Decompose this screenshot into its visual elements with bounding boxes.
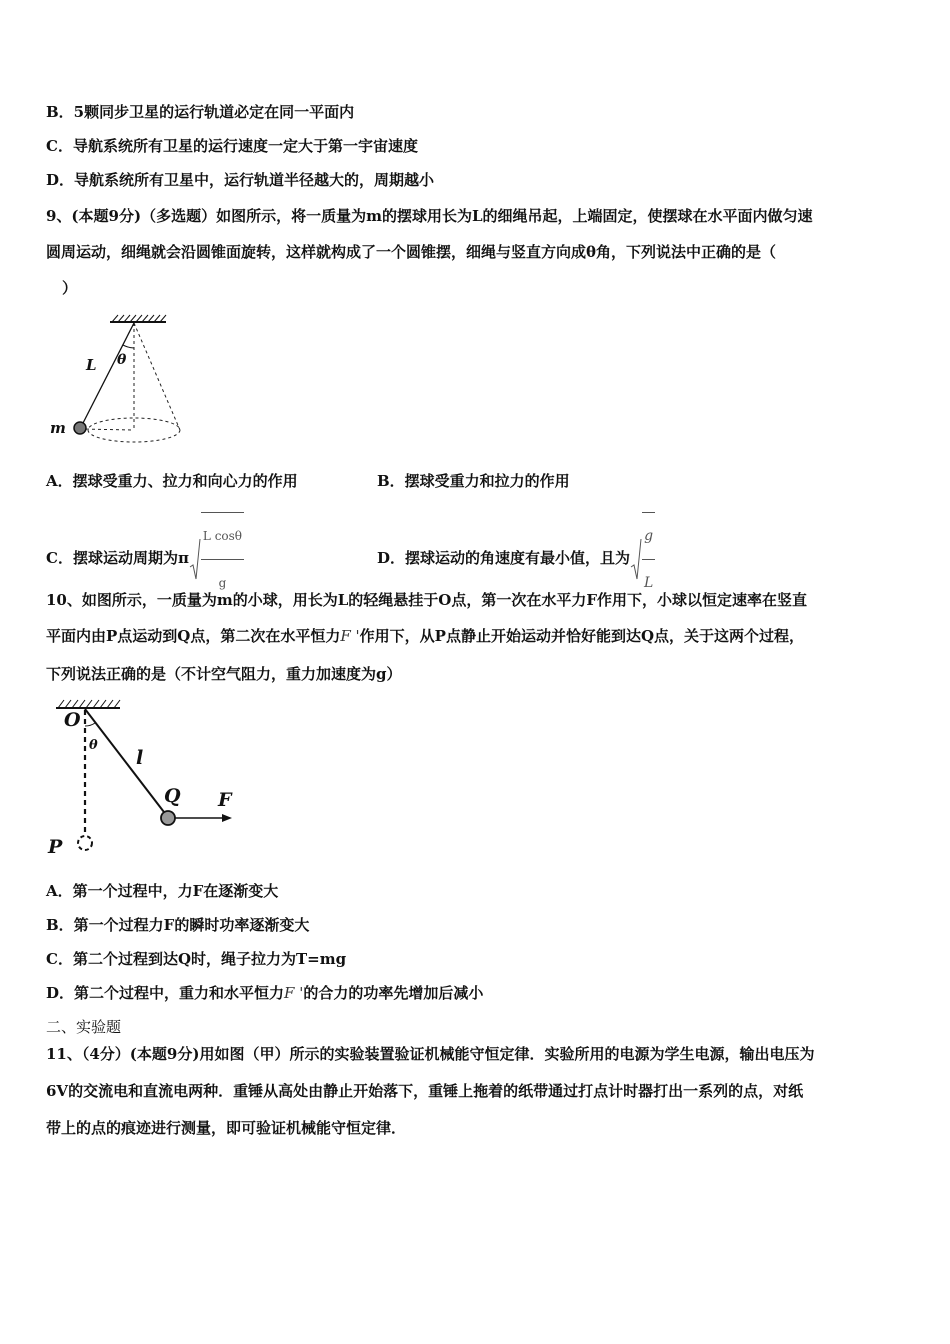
q9-option-c-text: C．摆球运动周期为π — [46, 549, 189, 567]
figure10-label-O: O — [64, 709, 81, 731]
q9-option-c-numerator: L cosθ — [201, 513, 244, 560]
q10-option-a: A．第一个过程中，力F在逐渐变大 — [46, 882, 279, 900]
q10-option-d-text-a: D．第二个过程中，重力和水平恒力 — [46, 984, 285, 1002]
q8-option-d: D．导航系统所有卫星中，运行轨道半径越大的，周期越小 — [46, 171, 435, 189]
q9-stem-line1: 9、(本题9分)（多选题）如图所示，将一质量为m的摆球用长为L的细绳吊起，上端固定，使摆球在水平面内做匀速 — [46, 207, 813, 225]
q9-option-d-denominator: L — [644, 575, 654, 591]
q10-stem-line2b: 作用下，从P点静止开始运动并恰好能到达Q点，关于这两个过程， — [359, 627, 805, 645]
f-prime-symbol: F ' — [284, 984, 304, 1002]
section-title: 二、实验题 — [46, 1018, 122, 1036]
q9-option-b: B．摆球受重力和拉力的作用 — [377, 472, 570, 490]
q10-option-d — [46, 983, 483, 1003]
figure10-label-l: l — [136, 747, 144, 769]
f-prime-symbol: F ' — [340, 627, 360, 645]
figure9-label-theta: θ — [117, 352, 127, 368]
q10-option-d-text-b: 的合力的功率先增加后减小 — [303, 984, 484, 1002]
q9-stem-line3: ） — [62, 279, 78, 297]
q10-stem-line1: 10、如图所示，一质量为m的小球，用长为L的轻绳悬挂于O点，第一次在水平力F作用下，小球以恒定速率在竖直 — [46, 591, 808, 609]
q10-option-b: B．第一个过程力F的瞬时功率逐渐变大 — [46, 916, 310, 934]
q8-option-b: B．5颗同步卫星的运行轨道必定在同一平面内 — [46, 103, 355, 121]
conical-pendulum-figure — [44, 312, 189, 452]
q9-option-d-text: D．摆球运动的角速度有最小值，且为 — [377, 549, 631, 567]
pendulum-force-figure — [44, 696, 244, 861]
q11-stem-line3: 带上的点的痕迹进行测量，即可验证机械能守恒定律． — [46, 1119, 407, 1137]
q8-option-c: C．导航系统所有卫星的运行速度一定大于第一宇宙速度 — [46, 137, 418, 155]
q11-stem-line2: 6V的交流电和直流电两种．重锤从高处由静止开始落下，重锤上拖着的纸带通过打点计时器打出一系列的点，对纸 — [46, 1082, 804, 1100]
figure10-label-P: P — [48, 836, 63, 858]
figure10-label-F: F — [218, 789, 232, 811]
q10-stem-line2 — [46, 626, 804, 646]
q10-option-c: C．第二个过程到达Q时，绳子拉力为T=mg — [46, 950, 347, 968]
q9-stem-line2: 圆周运动，细绳就会沿圆锥面旋转，这样就构成了一个圆锥摆，细绳与竖直方向成θ角，下列说法中正确的是（ — [46, 243, 777, 261]
figure9-label-m: m — [50, 419, 66, 437]
q9-option-c-denominator: g — [218, 576, 227, 590]
q10-stem-line2a: 平面内由P点运动到Q点，第二次在水平恒力 — [46, 627, 341, 645]
figure10-label-Q: Q — [164, 785, 181, 807]
q11-stem-line1: 11、（4分）(本题9分)用如图（甲）所示的实验装置验证机械能守恒定律．实验所用的电源为学生电源，输出电压为 — [46, 1045, 815, 1063]
figure10-label-theta: θ — [89, 738, 98, 753]
q9-option-a: A．摆球受重力、拉力和向心力的作用 — [46, 472, 298, 490]
q10-stem-line3: 下列说法正确的是（不计空气阻力，重力加速度为g） — [46, 665, 402, 683]
q9-option-d-numerator: g — [642, 513, 655, 560]
figure9-label-L: L — [86, 356, 97, 374]
